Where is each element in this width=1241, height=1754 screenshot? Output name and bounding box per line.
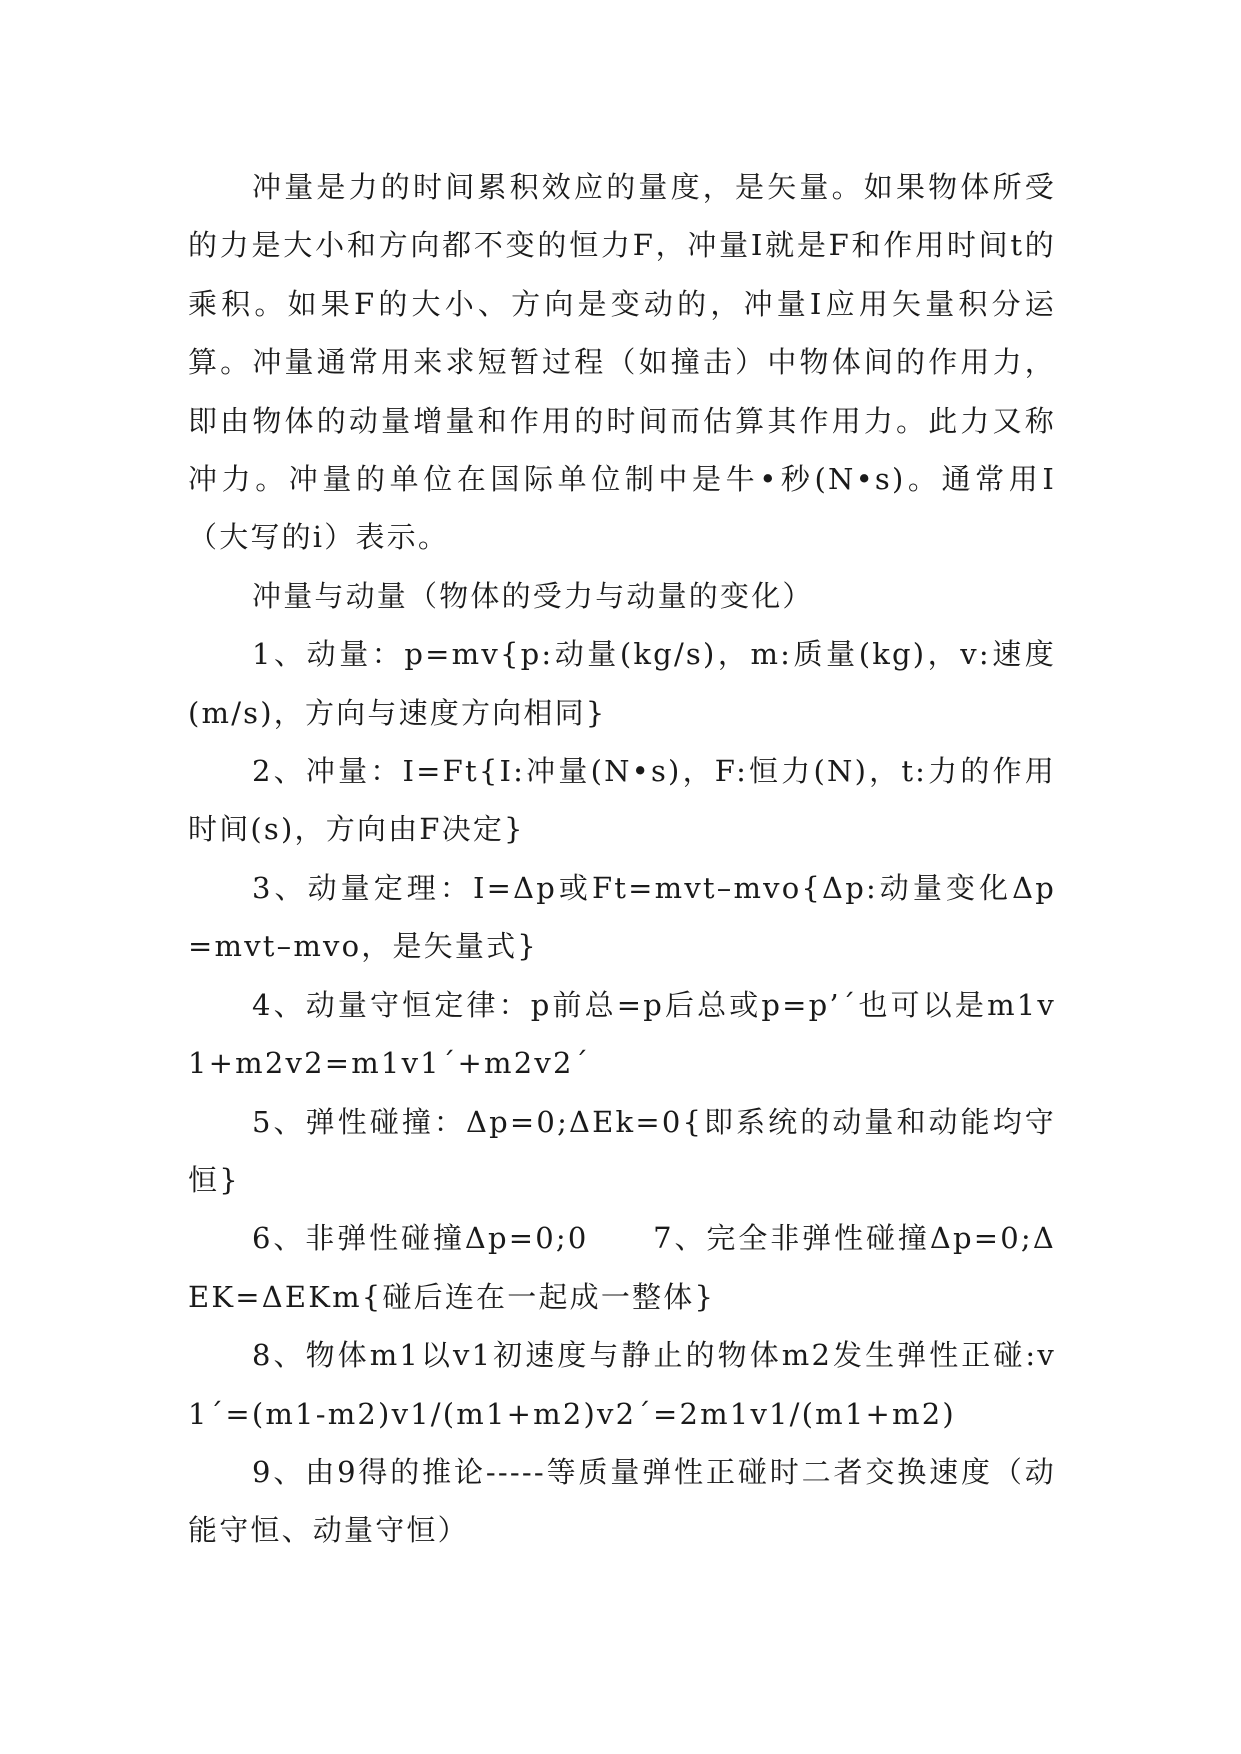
formula-item-5: 5、弹性碰撞：Δp=0;ΔEk=0{即系统的动量和动能均守恒} (188, 1104, 1056, 1197)
formula-item-3: 3、动量定理：I=Δp或Ft=mvt–mvo{Δp:动量变化Δp=mvt–mvo，是矢量式} (188, 870, 1056, 964)
formula-item-6-7: 6、非弹性碰撞Δp=0;0 7、完全非弹性碰撞Δp=0;ΔEK=ΔEKm{碰后连在一起成一整体} (188, 1221, 1056, 1314)
intro-paragraph: 冲量是力的时间累积效应的量度，是矢量。如果物体所受的力是大小和方向都不变的恒力F，冲量I就是F和作用时间t的乘积。如果F的大小、方向是变动的，冲量I应用矢量积分运算。冲量通常用来求短暂过程（如撞击）中物体间的作用力，即由物体的动量增量和作用的时间而估算其作用力。此力又称冲力。冲量的单位在国际单位制中是牛•秒(N•s)。通常用I（大写的i）表示。 (188, 170, 1056, 555)
formula-item-8: 8、物体m1以v1初速度与静止的物体m2发生弹性正碰:v1´=(m1-m2)v1/(m1+m2)v2´=2m1v1/(m1+m2) (188, 1338, 1056, 1431)
section-heading: 冲量与动量（物体的受力与动量的变化） (252, 578, 814, 613)
formula-item-4: 4、动量守恒定律：p前总=p后总或p=p’´也可以是m1v1+m2v2=m1v1´+m2v2´ (188, 987, 1056, 1081)
formula-item-9: 9、由9得的推论-----等质量弹性正碰时二者交换速度（动能守恒、动量守恒） (188, 1454, 1056, 1548)
formula-item-2: 2、冲量：I=Ft{I:冲量(N•s)，F:恒力(N)，t:力的作用时间(s)，方向由F决定} (188, 754, 1056, 847)
formula-item-1: 1、动量：p=mv{p:动量(kg/s)，m:质量(kg)，v:速度(m/s)，方向与速度方向相同} (188, 637, 1056, 730)
document-body (188, 158, 1056, 1560)
